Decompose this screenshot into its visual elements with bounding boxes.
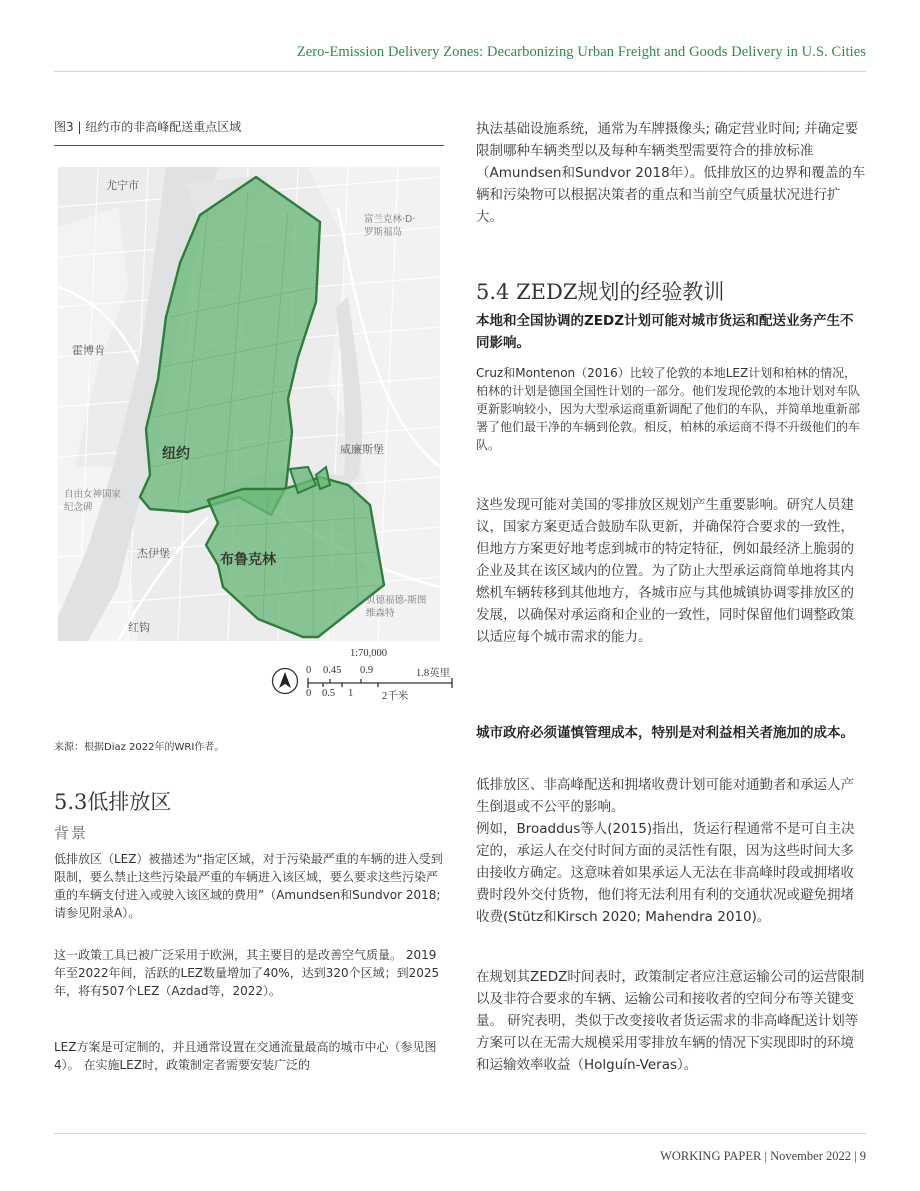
paragraph-costs-1: 低排放区、非高峰配送和拥堵收费计划可能对通勤者和承运人产生倒退或不公平的影响。 [476,777,854,815]
running-header: Zero-Emission Delivery Zones: Decarbonizing Urban Freight and Goods Delivery in U.S. Cities [296,44,866,60]
section-5-3-paragraph-2: 这一政策工具已被广泛采用于欧洲，其主要目的是改善空气质量。 2019年至2022年间，活跃的LEZ数量增加了40%，达到320个区域；到2025年，将有507个LEZ（Azdad等，2022）。 [54,948,440,998]
map-label-williamsburg: 威廉斯堡 [340,443,384,456]
footer-divider [54,1133,866,1134]
map-label-statue-of-liberty: 自由女神国家纪念碑 [64,489,122,513]
section-5-3-paragraph-3: LEZ方案是可定制的，并且通常设置在交通流量最高的城市中心（参见图4）。 在实施LEZ时，政策制定者需要安装广泛的 [54,1040,437,1072]
scale-km-0: 0 [306,688,312,699]
lead-manage-costs: 城市政府必须谨慎管理成本，特别是对利益相关者施加的成本。 [476,725,854,741]
scale-mi-0: 0 [306,665,312,676]
paragraph-planning: 在规划其ZEDZ时间表时，政策制定者应注意运输公司的运营限制以及非符合要求的车辆、运输公司和接收者的空间分布等关键变量。 研究表明，类似于改变接收者货运需求的非高峰配送计划等方案可以在无需大规模采用零排放车辆的情况下实现即时的环境和运输效率收益（Holguín-Veras）。 [476,969,865,1073]
map-label-roosevelt-island: 富兰克林·D·罗斯福岛 [364,214,416,238]
paragraph-costs-2: 例如，Broaddus等人(2015)指出，货运行程通常不是可自主决定的，承运人在交付时间方面的灵活性有限，因为这些时间大多由接收方确定。这意味着如果承运人无法在非高峰时段或拥堵收费时段外交付货物，他们将无法利用有利的交通状况或避免拥堵收费(Stütz和Kirsch 2020; Mahendra 2010)。 [476,821,855,925]
map-label-brooklyn: 布鲁克林 [220,552,276,568]
nyc-map [58,167,440,641]
figure-source: 来源：根据Diaz 2022年的WRI作者。 [54,742,225,753]
map-label-hoboken: 霍博肯 [72,344,105,357]
paragraph-cruz-montenon: Cruz和Montenon（2016）比较了伦敦的本地LEZ计划和柏林的情况，柏林的计划是德国全国性计划的一部分。他们发现伦敦的本地计划对车队更新影响较小，因为大型承运商重新调配了他们的车队，并简单地重新部署了他们最干净的车辆到伦敦。相反，柏林的承运商不得不升级他们的车队。 [476,366,861,452]
scale-mi-09: 0.9 [360,665,374,676]
section-5-4-heading: 5.4 ZEDZ规划的经验教训 [476,280,725,304]
scale-mi-045: 0.45 [323,665,342,676]
scale-km-1: 1 [348,688,354,699]
map-label-red-hook: 红钩 [128,621,150,634]
map-label-yonkers: 尤宁市 [106,179,139,192]
right-paragraph-continued: 执法基础设施系统，通常为车牌摄像头; 确定营业时间; 并确定要限制哪种车辆类型以及每种车辆类型需要符合的排放标准（Amundsen和Sundvor 2018年）。低排放区的边界和覆盖的车辆和污染物可以根据决策者的重点和当前空气质量状况进行扩大。 [476,121,866,225]
figure-caption-rule [54,145,444,146]
section-5-3-subhead: 背景 [54,824,89,842]
section-5-3 [54,786,444,843]
figure-caption: 图3 | 纽约市的非高峰配送重点区域 [54,120,242,134]
map-label-bed-stuy: 贝德福德-斯图维森特 [366,595,427,619]
header-divider [54,71,866,72]
scale-mi-18: 1.8英里 [416,668,451,679]
section-5-3-heading: 5.3低排放区 [54,790,172,814]
lead-local-national: 本地和全国协调的ZEDZ计划可能对城市货运和配送业务产生不同影响。 [476,313,854,351]
paragraph-findings: 这些发现可能对美国的零排放区规划产生重要影响。研究人员建议，国家方案更适合鼓励车队更新，并确保符合要求的一致性，但地方方案更好地考虑到城市的特定特征，例如最经济上脆弱的企业及其在该区域内的位置。为了防止大型承运商简单地将其内燃机车辆转移到其他地方，各城市应与其他城镇协调零排放区的发展，以确保对承运商和企业的一致性，同时保留他们调整政策以适应每个城市需求的能力。 [476,497,854,645]
footer-page-info: WORKING PAPER | November 2022 | 9 [660,1149,866,1163]
scale-ratio: 1:70,000 [350,648,388,659]
map-scale [270,646,460,706]
scale-km-2: 2千米 [382,691,409,702]
map-label-jersey-city: 杰伊堡 [137,547,170,560]
map-label-new-york: 纽约 [162,446,190,462]
scale-km-05: 0.5 [322,688,336,699]
section-5-3-paragraph-1: 低排放区（LEZ）被描述为“指定区域，对于污染最严重的车辆的进入受到限制，要么禁止这些污染最严重的车辆进入该区域，要么要求这些污染严重的车辆支付进入或驶入该区域的费用”（Amundsen和Sundvor 2018; 请参见附录A）。 [54,852,443,920]
north-arrow-icon [270,666,300,696]
